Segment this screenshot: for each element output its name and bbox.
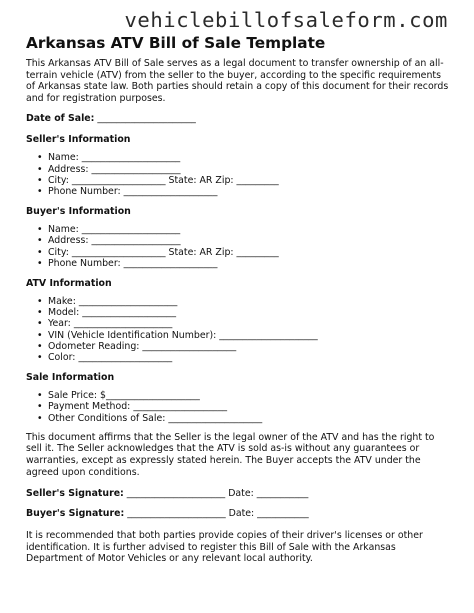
date-of-sale-field: _____________________	[97, 113, 196, 125]
atv-color-item: • Color: ____________________	[26, 352, 450, 363]
buyer-name-item: • Name: _____________________	[26, 224, 450, 235]
buyer-signature-line	[26, 508, 450, 520]
sale-info-list	[26, 390, 450, 424]
date-of-sale-label: Date of Sale:	[26, 113, 95, 125]
atv-info-heading: ATV Information	[26, 278, 112, 289]
buyer-info-heading: Buyer's Information	[26, 206, 131, 218]
buyer-signature-label: Buyer's Signature:	[26, 508, 125, 520]
seller-phone-item: • Phone Number: ____________________	[26, 186, 450, 197]
sale-info-heading: Sale Information	[26, 372, 115, 384]
date-of-sale-line	[26, 113, 450, 125]
buyer-info-list	[26, 224, 450, 269]
site-watermark: vehiclebillofsaleform.com	[124, 8, 448, 32]
seller-info-list	[26, 152, 450, 197]
seller-city-item: • City: ____________________ State: AR Zip: _________	[26, 175, 450, 186]
affirmation-paragraph: This document affirms that the Seller is the legal owner of the ATV and has the right to sell it. The Seller acknowledges that the ATV is sold as-is without any guarantees or warranties, except as expressly stated herein. The Buyer accepts the ATV under the agreed upon conditions.	[26, 431, 435, 478]
buyer-address-item: • Address: ___________________	[26, 235, 450, 246]
buyer-signature-field: _____________________	[127, 508, 226, 520]
seller-signature-date: Date: ___________	[228, 488, 309, 500]
atv-make-item: • Make: _____________________	[26, 296, 450, 307]
seller-info-heading: Seller's Information	[26, 134, 131, 146]
seller-signature-field: _____________________	[126, 488, 226, 500]
atv-vin-item: • VIN (Vehicle Identification Number): _____________________	[26, 330, 450, 341]
buyer-phone-item: • Phone Number: ____________________	[26, 258, 450, 269]
closing-paragraph: It is recommended that both parties provide copies of their driver's licenses or other identification. It is further advised to register this Bill of Sale with the Arkansas Department of Motor Vehicles or any relevant local authority.	[26, 530, 423, 565]
other-conditions-item: • Other Conditions of Sale: ____________________	[26, 413, 450, 424]
intro-paragraph: This Arkansas ATV Bill of Sale serves as a legal document to transfer ownership of an all-terrain vehicle (ATV) from the seller to the buyer, according to the specific requirements of Arkansas state law. Both parties should retain a copy of this document for their records and for registration purposes.	[26, 58, 449, 104]
seller-name-item: • Name: _____________________	[26, 152, 450, 163]
document-body	[26, 34, 450, 565]
atv-year-item: • Year: _____________________	[26, 318, 450, 329]
atv-model-item: • Model: ____________________	[26, 307, 450, 318]
atv-info-list	[26, 296, 450, 363]
sale-price-item: • Sale Price: $____________________	[26, 390, 450, 401]
document-title: Arkansas ATV Bill of Sale Template	[26, 34, 326, 52]
seller-address-item: • Address: ___________________	[26, 164, 450, 175]
buyer-signature-date: Date: ___________	[228, 508, 309, 520]
buyer-city-item: • City: ____________________ State: AR Zip: _________	[26, 247, 450, 258]
seller-signature-line	[26, 488, 450, 500]
payment-method-item: • Payment Method: ____________________	[26, 401, 450, 412]
seller-signature-label: Seller's Signature:	[26, 488, 124, 500]
atv-odometer-item: • Odometer Reading: ____________________	[26, 341, 450, 352]
